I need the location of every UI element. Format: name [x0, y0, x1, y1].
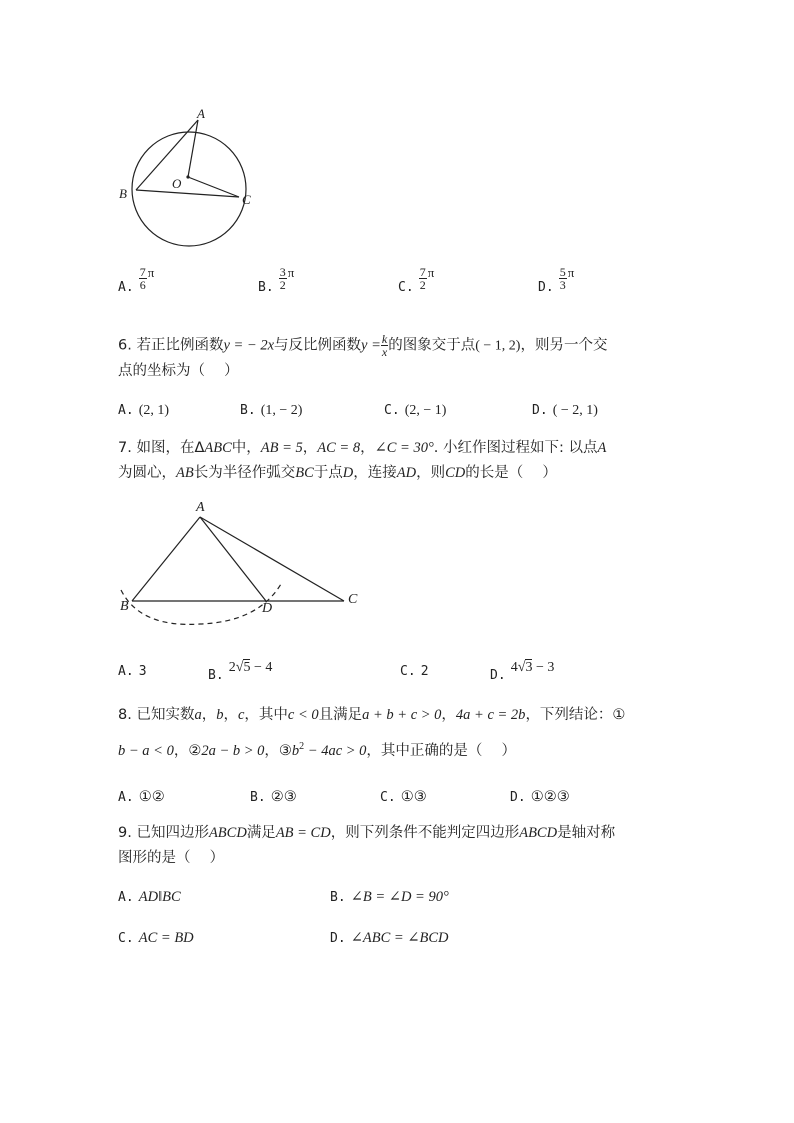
label-b: B — [119, 186, 127, 201]
q6-option-c[interactable]: C. (2, − 1) — [384, 403, 447, 418]
q9-option-a[interactable]: A. AD‖BC — [118, 889, 181, 905]
q6-stem-line2: 点的坐标为（ ） — [118, 363, 239, 379]
q7-option-d[interactable]: $_{D.}$ 4√3 − 3 — [490, 660, 555, 683]
q8-option-b[interactable]: B. ②③ — [250, 789, 297, 805]
q5-option-c[interactable]: $_{C.}$ $\frac{7}{2}$ $^\pi$ — [398, 264, 435, 295]
sqrt-sign: √ — [517, 660, 526, 675]
q8-stem-line2: b − a < 0，②2a − b > 0，$③b^2 - 4ac > 0$，其中正确的是（ ） — [118, 741, 517, 759]
option-key: C. — [398, 280, 414, 295]
tri-label-b: B — [120, 599, 129, 614]
segment-ab — [132, 517, 200, 601]
q6-option-a[interactable]: A. (2, 1) — [118, 403, 170, 418]
q6-stem-line1: 6. 若正比例函数y = − 2x与反比例函数y = $\frac{k}{x}$ 的图象交于点( − 1, 2)，则另一个交 — [118, 332, 608, 359]
segment-ba — [136, 120, 198, 190]
option-key: A. — [118, 280, 134, 295]
label-o: O — [172, 176, 182, 191]
q7-stem-line1: 7. 如图，在ΔABC中，AB = 5，AC = 8，∠C = 30°. 小红作图过程如下: 以点A — [118, 440, 607, 456]
sqrt-sign: √ — [235, 660, 244, 675]
tri-label-a: A — [196, 500, 205, 515]
label-a: A — [197, 106, 205, 121]
fraction: $\frac{7}{6}$ — [139, 265, 146, 292]
q9-option-d[interactable]: D. ∠ABC = ∠BCD — [330, 930, 449, 946]
q9-stem-line1: 9. 已知四边形ABCD满足AB = CD，则下列条件不能判定四边形ABCD是轴对称 — [118, 825, 616, 841]
option-key: B. — [258, 280, 274, 295]
q7-option-b[interactable]: $_{B.}$ 2√5 − 4 — [208, 660, 273, 683]
label-c: C — [242, 192, 251, 207]
fraction: $\frac{7}{2}$ — [419, 265, 426, 292]
tri-label-d: D — [262, 601, 273, 616]
q8-option-a[interactable]: A. ①② — [118, 789, 165, 805]
q9-option-b[interactable]: B. ∠B = ∠D = 90° — [330, 889, 449, 905]
q8-stem-line1: 8. 已知实数a，b，c，其中c < 0且满足a + b + c > 0，4a + c = 2b，下列结论：① — [118, 707, 626, 723]
q6-option-b[interactable]: B. (1, − 2) — [240, 403, 303, 418]
q8-option-c[interactable]: C. ①③ — [380, 789, 427, 805]
fraction: $\frac{5}{3}$ — [559, 265, 566, 292]
option-key: D. — [538, 280, 554, 295]
fraction: $\frac{3}{2}$ — [279, 265, 286, 292]
q7-option-a[interactable]: A. 3 — [118, 664, 147, 679]
q7-option-c[interactable]: C. 2 — [400, 664, 429, 679]
q6-option-d[interactable]: D. ( − 2, 1) — [532, 403, 598, 418]
q7-stem-line2: 为圆心，AB长为半径作弧交BC于点D，连接AD，则CD的长是（ ） — [118, 465, 557, 481]
q5-option-a[interactable]: $_{A.}$ $\frac{7}{6}$ $^\pi$ — [118, 264, 155, 295]
center-point — [186, 175, 189, 178]
segment-ac — [200, 517, 344, 601]
segment-ao — [188, 120, 198, 177]
q9-option-c[interactable]: C. AC = BD — [118, 930, 194, 946]
tri-label-c: C — [348, 592, 358, 607]
q8-option-d[interactable]: D. ①②③ — [510, 789, 570, 805]
circle-o — [132, 132, 246, 246]
segment-ad — [200, 517, 266, 601]
q9-stem-line2: 图形的是（ ） — [118, 850, 225, 866]
q5-option-b[interactable]: $_{B.}$ $\frac{3}{2}$ $^\pi$ — [258, 264, 295, 295]
q5-option-d[interactable]: $_{D.}$ $\frac{5}{3}$ $^\pi$ — [538, 264, 575, 295]
